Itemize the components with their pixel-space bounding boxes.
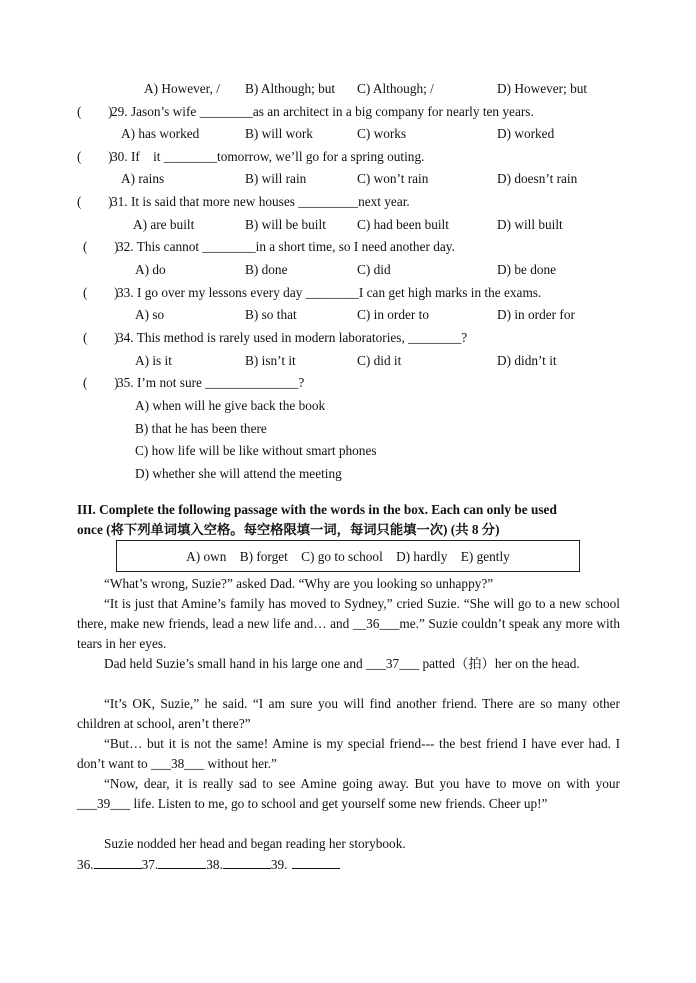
question-30-stem: 30. If it ________tomorrow, we’ll go for a spring outing. [111, 149, 425, 164]
section-heading-line1: III. Complete the following passage with the words in the box. Each can only be used [77, 502, 557, 517]
passage-text: ___ without her.” [184, 756, 277, 771]
passage-text: Dad held Suzie’s small hand in his large one and ___ [104, 656, 386, 671]
q32-option-a: A) do [135, 262, 166, 277]
q34-option-b: B) isn’t it [245, 353, 296, 368]
passage-paragraph-6 [77, 774, 620, 814]
q35-option-b: B) that he has been there [135, 421, 267, 436]
q34-option-d: D) didn’t it [497, 353, 557, 368]
q35-option-c: C) how life will be like without smart phones [135, 443, 377, 458]
answer-paren[interactable]: ( ) [83, 375, 119, 390]
question-35-stem: 35. I’m not sure ______________? [117, 375, 305, 390]
q28-option-b: B) Although; but [245, 81, 336, 96]
answer-label-38: 38. [206, 857, 223, 872]
q33-option-c: C) in order to [357, 307, 430, 322]
q28-option-d: D) However; but [497, 81, 588, 96]
passage-paragraph-4: “It’s OK, Suzie,” he said. “I am sure you will find another friend. There are so many other children at school, aren’t there?” [77, 696, 620, 731]
passage-text: “Now, dear, it is really sad to see Amine going away. But you have to move on with your ___ [77, 776, 620, 811]
answer-paren[interactable]: ( ) [77, 194, 113, 209]
q28-option-a: A) However, / [144, 81, 220, 96]
blank-number-39: 39 [96, 796, 111, 811]
blank-number-36: 36 [366, 616, 380, 631]
q29-option-a: A) has worked [121, 126, 200, 141]
q35-option-a: A) when will he give back the book [135, 398, 326, 413]
q32-option-b: B) done [245, 262, 288, 277]
word-box [116, 540, 580, 572]
answer-paren[interactable]: ( ) [83, 239, 119, 254]
q30-option-b: B) will rain [245, 171, 307, 186]
q30-option-d: D) doesn’t rain [497, 171, 578, 186]
q33-option-d: D) in order for [497, 307, 575, 322]
passage-paragraph-7: Suzie nodded her head and began reading her storybook. [104, 836, 406, 851]
passage-paragraph-3 [77, 654, 620, 674]
question-33-stem: 33. I go over my lessons every day ________I can get high marks in the exams. [117, 285, 542, 300]
q31-option-c: C) had been built [357, 217, 449, 232]
q33-option-a: A) so [135, 307, 165, 322]
passage-text: “It is just that Amine’s family has moved to Sydney,” cried Suzie. “She will go to a new school there, make new friends, lead a new life and… and __ [77, 596, 620, 631]
q30-option-c: C) won’t rain [357, 171, 429, 186]
passage-text: “But… but it is not the same! Amine is my special friend--- the best friend I have ever had. I don’t want to ___ [77, 736, 620, 771]
q31-option-a: A) are built [133, 217, 195, 232]
q30-option-a: A) rains [121, 171, 165, 186]
q32-option-c: C) did [357, 262, 391, 277]
section-heading-line2: once (将下列单词填入空格。每空格限填一词，每词只能填一次) (共 8 分) [77, 522, 500, 537]
answer-paren[interactable]: ( ) [83, 330, 119, 345]
passage-paragraph-1: “What’s wrong, Suzie?” asked Dad. “Why are you looking so unhappy?” [104, 576, 494, 591]
q34-option-a: A) is it [135, 353, 172, 368]
word-box-words: A) own B) forget C) go to school D) hardly E) gently [186, 549, 510, 564]
q31-option-b: B) will be built [245, 217, 326, 232]
blank-number-38: 38 [170, 756, 185, 771]
answer-paren[interactable]: ( ) [83, 285, 119, 300]
passage-text: ___ patted（拍）her on the head. [399, 656, 580, 671]
q32-option-d: D) be done [497, 262, 557, 277]
answer-blank-39[interactable] [292, 856, 340, 869]
answer-label-37: 37. [141, 857, 159, 872]
question-31-stem: 31. It is said that more new houses _________next year. [111, 194, 410, 209]
q28-option-c: C) Although; / [357, 81, 434, 96]
passage-text: ___me.” Suzie couldn’t speak any more with tears in her eyes. [77, 616, 620, 651]
q33-option-b: B) so that [245, 307, 297, 322]
q35-option-d: D) whether she will attend the meeting [135, 466, 342, 481]
passage-paragraph-2 [77, 594, 620, 654]
answer-blank-37[interactable] [158, 856, 206, 869]
answer-paren[interactable]: ( ) [77, 149, 113, 164]
q29-option-d: D) worked [497, 126, 555, 141]
passage-paragraph-5 [77, 734, 620, 774]
q34-option-c: C) did it [357, 353, 402, 368]
blank-number-37: 37 [385, 656, 400, 671]
question-32-stem: 32. This cannot ________in a short time, so I need another day. [117, 239, 455, 254]
question-34-stem: 34. This method is rarely used in modern laboratories, ________? [117, 330, 468, 345]
answer-blank-36[interactable] [94, 856, 142, 869]
answer-row [77, 856, 340, 873]
answer-paren[interactable]: ( ) [77, 104, 113, 119]
question-29-stem: 29. Jason’s wife ________as an architect in a big company for nearly ten years. [111, 104, 534, 119]
q29-option-c: C) works [357, 126, 407, 141]
answer-label-39: 39. [270, 857, 288, 872]
q29-option-b: B) will work [245, 126, 313, 141]
q31-option-d: D) will built [497, 217, 563, 232]
answer-label-36: 36. [77, 857, 94, 872]
answer-blank-38[interactable] [223, 856, 271, 869]
passage-text: ___ life. Listen to me, go to school and get yourself some new friends. Cheer up!” [110, 796, 548, 811]
